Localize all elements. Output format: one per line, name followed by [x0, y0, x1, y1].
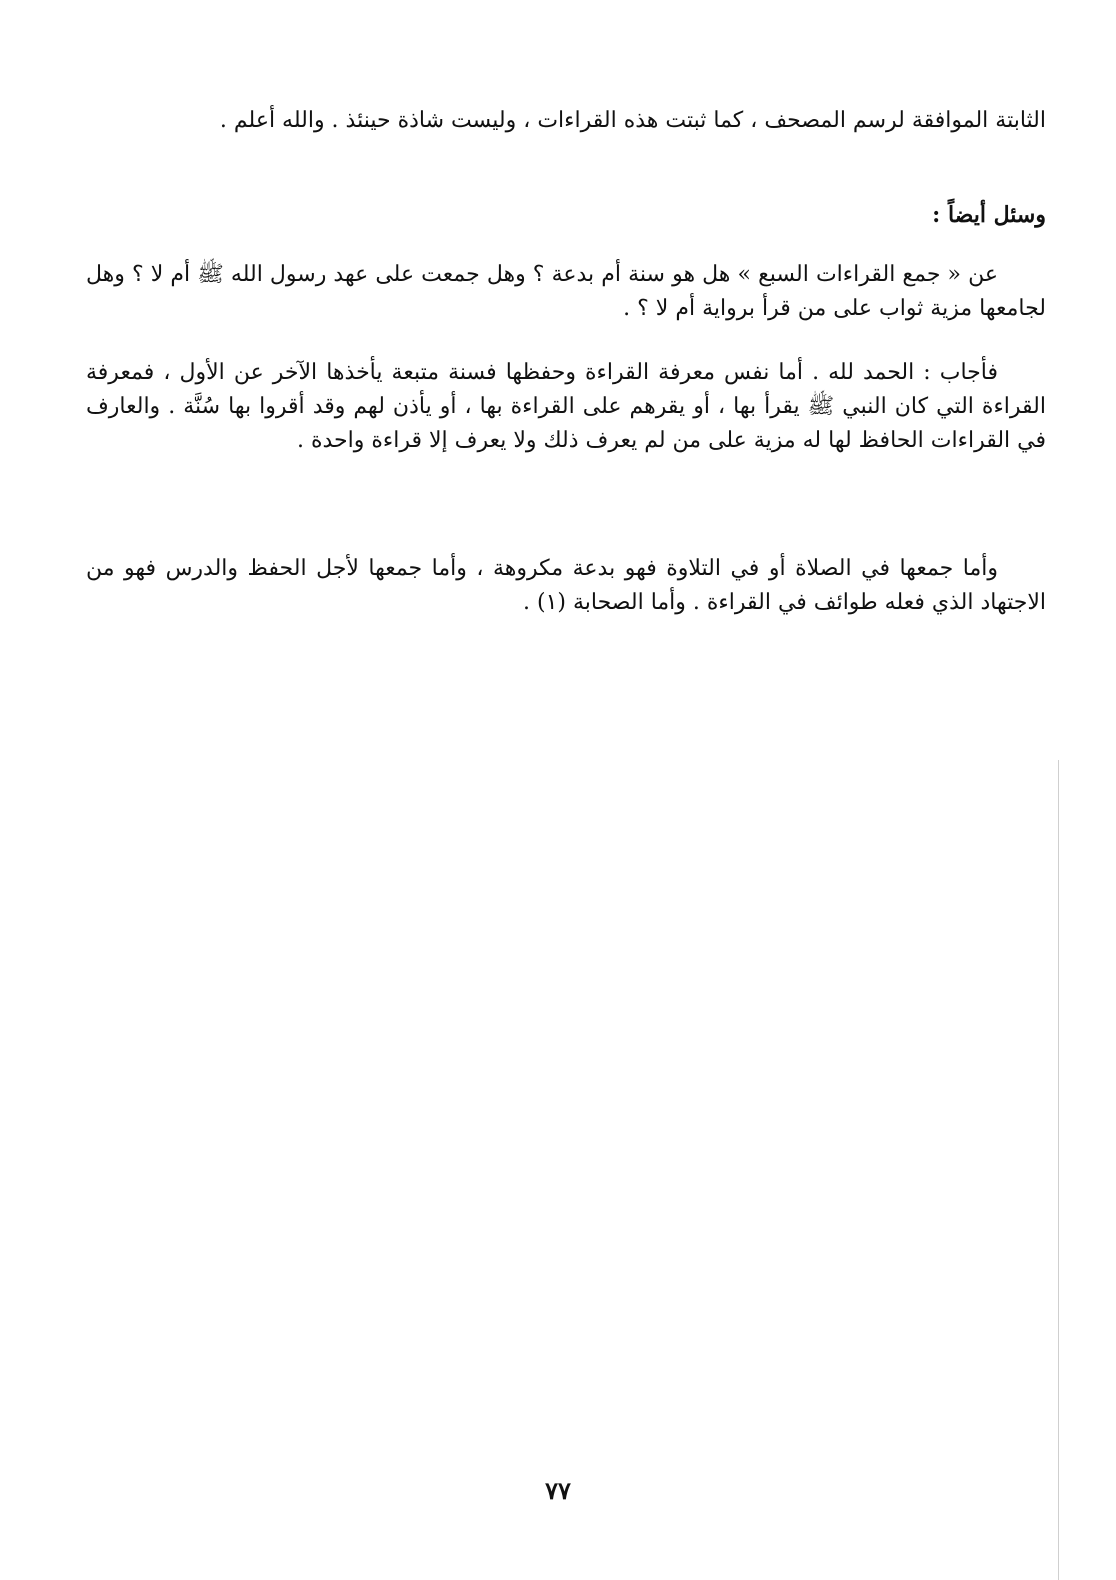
question-heading: وسئل أيضاً : — [932, 202, 1046, 228]
answer-paragraph-continued: وأما جمعها في الصلاة أو في التلاوة فهو بدعة مكروهة ، وأما جمعها لأجل الحفظ والدرس فهو من الاجتهاد الذي فعله طوائف في القراءة . وأما الصحابة (١) . — [86, 556, 1046, 615]
question-paragraph: عن « جمع القراءات السبع » هل هو سنة أم بدعة ؟ وهل جمعت على عهد رسول الله ﷺ أم لا ؟ وهل لجامعها مزية ثواب على من قرأ برواية أم لا ؟ . — [86, 262, 1046, 321]
page-number: ٧٧ — [545, 1476, 571, 1505]
answer-paragraph: فأجاب : الحمد لله . أما نفس معرفة القراءة وحفظها فسنة متبعة يأخذها الآخر عن الأول ، فمعرفة القراءة التي كان النبي ﷺ يقرأ بها ، أو يقرهم على القراءة بها ، أو يأذن لهم وقد أقروا بها سُنَّة . والعارف في القراءات الحافظ لها له مزية على من لم يعرف ذلك ولا يعرف إلا قراءة واحدة . — [86, 360, 1046, 453]
scan-edge-line — [1058, 760, 1059, 1580]
continuation-line: الثابتة الموافقة لرسم المصحف ، كما ثبتت هذه القراءات ، وليست شاذة حينئذ . والله أعلم . — [219, 108, 1046, 133]
